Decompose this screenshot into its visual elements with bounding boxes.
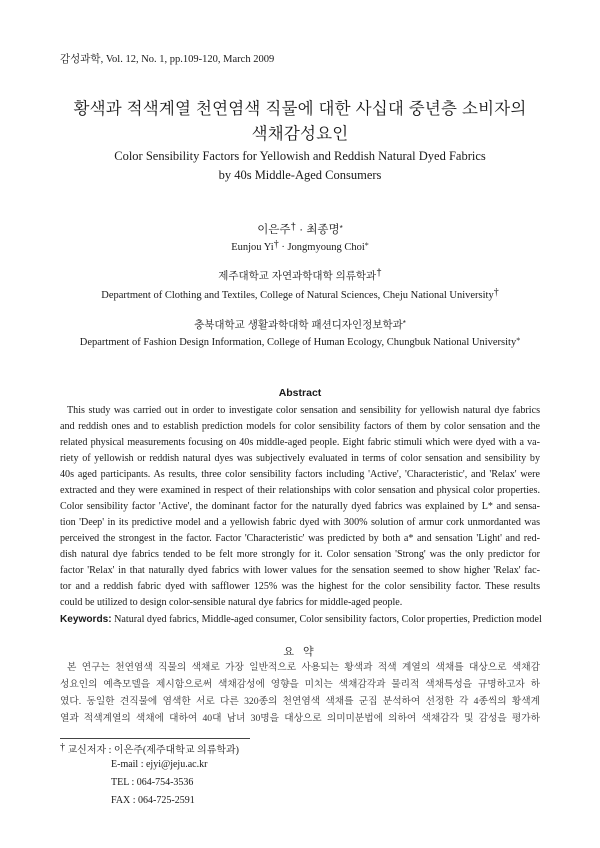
affiliation-2-korean-text: 충북대학교 생활과학대학 패션디자인정보학과 bbox=[194, 319, 403, 331]
author-2-star: * bbox=[339, 224, 343, 233]
corresponding-author-dagger: † bbox=[290, 222, 297, 233]
author-separator-en: · bbox=[278, 242, 288, 253]
abstract-line: extracted and they were examined in respect of their relationships with color sensation and physical color properties. bbox=[60, 485, 540, 496]
affiliation-2-star: * bbox=[402, 319, 406, 328]
abstract-line: 40s aged participants. As results, three color sensibility factors including 'Active', 'Characteristic', and 'Relax' were bbox=[60, 469, 540, 480]
footnote-dagger: † bbox=[60, 742, 65, 753]
abstract-line: related physical measurements focusing on 40s middle-aged people. Eight fabric stimuli which were dyed with a va- bbox=[60, 437, 540, 448]
abstract-line: and reddish ones and to establish prediction models for color sensibility factors of them by color sensation and the bbox=[60, 421, 540, 432]
affiliation-1-english bbox=[0, 287, 600, 301]
author-2-star-en: * bbox=[364, 241, 369, 250]
korean-summary-heading: 요 약 bbox=[283, 646, 317, 658]
korean-summary-line: 성요인의 예측모델을 제시함으로써 색채감성에 영향을 미치는 색채감각과 물리적 색채특성을 규명하고자 하 bbox=[60, 679, 540, 690]
footnote-corresponding-author bbox=[60, 741, 239, 756]
abstract-line: tion 'Deep' in its predictive model and a yellowish fabric dyed with 300% solution of armur cork unmordanted was bbox=[60, 517, 540, 528]
abstract-line: factor 'Relax' in that naturally dyed fabrics with lower values for the sensation seemed to show higher 'Relax' fac- bbox=[60, 565, 540, 576]
affiliation-1-korean-text: 제주대학교 자연과학대학 의류학과 bbox=[218, 270, 377, 282]
keywords-label: Keywords: bbox=[60, 614, 112, 625]
affiliation-1-korean bbox=[0, 268, 600, 283]
korean-summary-line: 였다. 동일한 견직물에 염색한 서로 다른 320종의 천연염색 색채를 군집 분석하여 선정한 각 4종씩의 황색계 bbox=[60, 696, 540, 707]
keywords-line bbox=[60, 614, 542, 625]
keywords-text: Natural dyed fabrics, Middle-aged consumer, Color sensibility factors, Color properties, Prediction model bbox=[111, 614, 542, 625]
affiliation-2-english-text: Department of Fashion Design Information, College of Human Ecology, Chungbuk National University bbox=[79, 337, 517, 348]
english-author-line bbox=[0, 239, 600, 253]
abstract-line: Color sensibility factor 'Active', the dominant factor for the naturally dyed fabrics was explained by L* and sensa- bbox=[60, 501, 540, 512]
affiliation-2-en-star: * bbox=[516, 336, 521, 345]
korean-title-line-1: 황색과 적색계열 천연염색 직물에 대한 사십대 중년층 소비자의 bbox=[73, 100, 527, 118]
abstract-line: dish natural dye fabrics tended to be felt more strongly for it. Color sensation 'Strong' was the only predictor for bbox=[60, 549, 540, 560]
affiliation-2-korean bbox=[0, 317, 600, 332]
abstract-line: perceived the strongest in the factor. Factor 'Characteristic' was predicted by both a* and sensation 'Light' and red- bbox=[60, 533, 540, 544]
abstract-heading: Abstract bbox=[278, 387, 322, 399]
footnote-divider bbox=[60, 738, 250, 739]
english-title-line-2: by 40s Middle-Aged Consumers bbox=[218, 168, 382, 182]
author-1-korean: 이은주 bbox=[257, 224, 291, 236]
abstract-line: tor and a reddish fabric dyed with safflower 125% was the highest for the color sensibility factor. These results bbox=[60, 581, 540, 592]
author-separator: · bbox=[296, 224, 307, 236]
korean-title-line-2: 색채감성요인 bbox=[251, 125, 349, 143]
affiliation-1-en-dagger: † bbox=[493, 287, 499, 298]
footnote-email: E-mail : ejyi@jeju.ac.kr bbox=[111, 759, 208, 770]
journal-citation: 감성과학, Vol. 12, No. 1, pp.109-120, March 2009 bbox=[60, 54, 275, 65]
affiliation-1-english-text: Department of Clothing and Textiles, College of Natural Sciences, Cheju National University bbox=[101, 290, 494, 301]
abstract-line: could be utilized to design color-sensible natural dye fabrics for middle-aged people. bbox=[60, 597, 403, 608]
footnote-author-text: 교신저자 : 이은주(제주대학교 의류학과) bbox=[65, 745, 239, 756]
author-2-english: Jongmyoung Choi bbox=[287, 242, 365, 253]
affiliation-1-dagger: † bbox=[376, 268, 382, 279]
abstract-line: riety of yellowish or reddish natural dyes was subjectively evaluated in terms of color sensation and sensibility by bbox=[60, 453, 540, 464]
english-title-line-1: Color Sensibility Factors for Yellowish and Reddish Natural Dyed Fabrics bbox=[114, 149, 486, 163]
korean-summary-line: 열과 적색계열의 색채에 대하여 40대 남녀 30명을 대상으로 의미미분법에 의하여 색채감각 및 감성을 평가하 bbox=[60, 713, 540, 724]
korean-author-line bbox=[0, 221, 600, 237]
footnote-fax: FAX : 064-725-2591 bbox=[111, 795, 195, 806]
affiliation-2-english bbox=[0, 336, 600, 348]
author-2-korean: 최종명 bbox=[306, 224, 340, 236]
corresponding-author-dagger-en: † bbox=[273, 239, 279, 250]
abstract-line: This study was carried out in order to investigate color sensation and sensibility for yellowish natural dye fabrics bbox=[67, 405, 540, 416]
footnote-tel: TEL : 064-754-3536 bbox=[111, 777, 194, 788]
korean-summary-line: 본 연구는 천연염색 직물의 색채로 가장 일반적으로 사용되는 황색과 적색 계열의 색채를 대상으로 색채감 bbox=[67, 662, 540, 673]
author-1-english: Eunjou Yi bbox=[231, 242, 274, 253]
